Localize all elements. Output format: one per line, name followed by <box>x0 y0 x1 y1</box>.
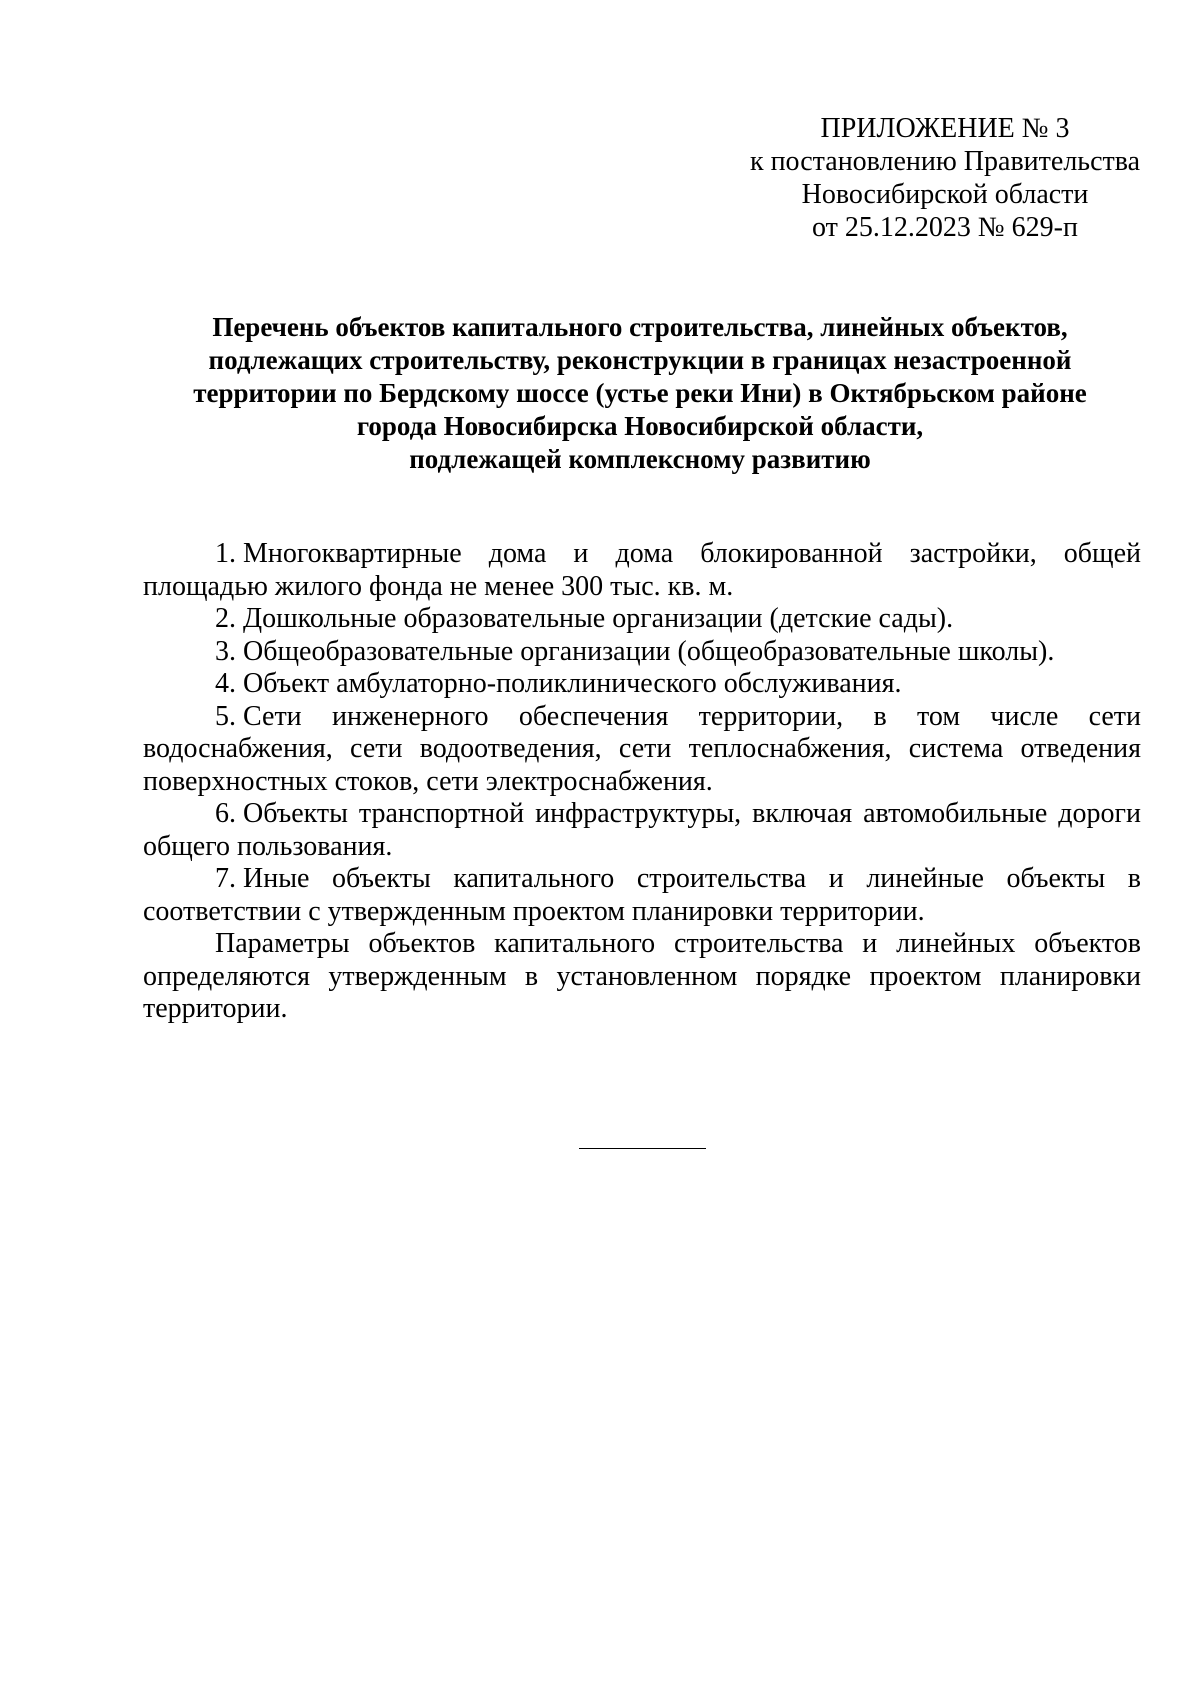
title-line: Перечень объектов капитального строительства, линейных объектов, <box>212 312 1068 342</box>
list-item-text: Дошкольные образовательные организации (детские сады). <box>243 603 954 634</box>
list-item-text: Многоквартирные дома и дома блокированной застройки, общей площадью жилого фонда не менее 300 тыс. кв. м. <box>143 538 1141 602</box>
list-item-text: Иные объекты капитального строительства и линейные объекты в соответствии с утвержденным проектом планировки территории. <box>143 863 1141 927</box>
closing-paragraph: Параметры объектов капитального строительства и линейных объектов определяются утвержденным в установленном порядке проектом планировки территории. <box>143 928 1141 1024</box>
list-item-number: 3. <box>215 635 236 667</box>
annex-reference: к постановлению Правительства <box>749 146 1141 177</box>
title-line: подлежащей комплексному развитию <box>409 444 871 474</box>
list-item <box>143 636 1141 669</box>
document-body <box>143 538 1141 1026</box>
list-item <box>143 538 1141 603</box>
list-item-number: 6. <box>215 798 236 829</box>
list-item-text: Объекты транспортной инфраструктуры, включая автомобильные дороги общего пользования. <box>143 798 1141 862</box>
list-item-number: 1. <box>215 538 236 569</box>
list-item <box>143 603 1141 636</box>
title-line: подлежащих строительству, реконструкции в границах незастроенной <box>208 345 1072 375</box>
title-line: территории по Бердскому шоссе (устье реки Ини) в Октябрьском районе <box>193 378 1087 408</box>
annex-header <box>720 112 1170 244</box>
list-item-number: 7. <box>215 863 236 894</box>
list-item <box>143 668 1141 701</box>
annex-date-number: от 25.12.2023 № 629-п <box>812 212 1078 243</box>
annex-region: Новосибирской области <box>801 179 1089 210</box>
document-title <box>140 311 1140 476</box>
list-item <box>143 701 1141 799</box>
list-item-number: 2. <box>215 603 236 634</box>
list-item-text: Общеобразовательные организации (общеобразовательные школы). <box>243 635 1055 667</box>
title-line: города Новосибирска Новосибирской области, <box>356 411 924 441</box>
end-separator-line <box>579 1148 706 1149</box>
list-item <box>143 798 1141 863</box>
annex-number: ПРИЛОЖЕНИЕ № 3 <box>820 113 1070 144</box>
list-item-text: Объект амбулаторно-поликлинического обслуживания. <box>243 668 902 699</box>
list-item-number: 4. <box>215 668 236 699</box>
list-item-number: 5. <box>215 700 236 732</box>
list-item-text: Сети инженерного обеспечения территории, в том числе сети водоснабжения, сети водоотведения, сети теплоснабжения, система отведения поверхностных стоков, сети электроснабжения. <box>143 700 1141 797</box>
list-item <box>143 863 1141 928</box>
